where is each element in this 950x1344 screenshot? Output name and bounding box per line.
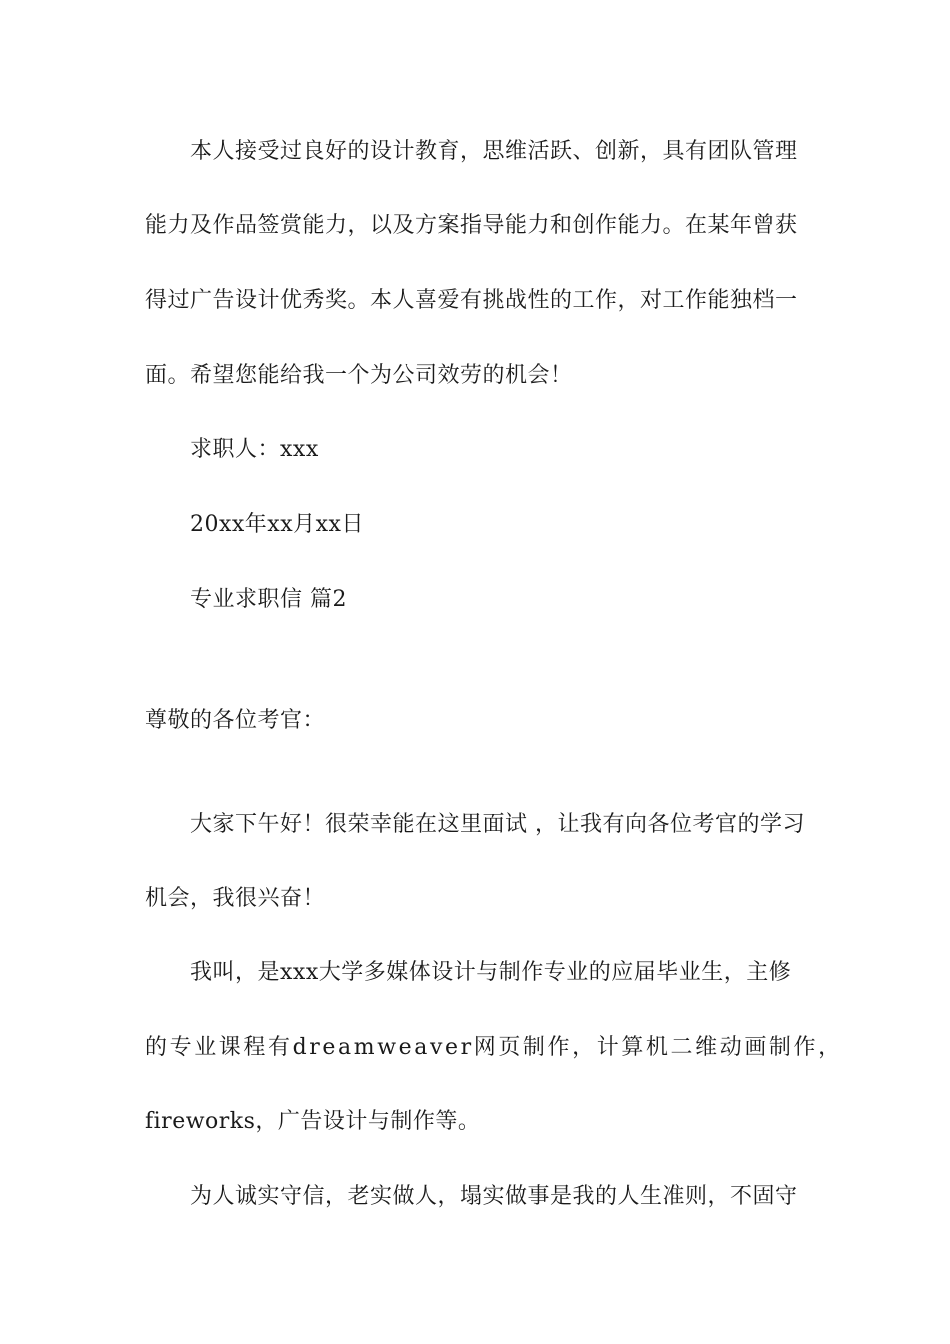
paragraph3-line3: fireworks，广告设计与制作等。 xyxy=(145,1109,481,1134)
paragraph3-line2: 的专业课程有dreamweaver网页制作，计算机二维动画制作， xyxy=(145,1035,843,1060)
date: 20xx年xx月xx日 xyxy=(190,512,364,537)
salutation: 尊敬的各位考官： xyxy=(145,708,326,733)
paragraph3-line1: 我叫，是xxx大学多媒体设计与制作专业的应届毕业生，主修 xyxy=(190,960,792,985)
paragraph2-line2: 机会，我很兴奋！ xyxy=(145,886,326,911)
signature: 求职人：xxx xyxy=(190,437,319,462)
paragraph1-line3: 得过广告设计优秀奖。本人喜爱有挑战性的工作，对工作能独档一 xyxy=(145,288,798,313)
paragraph4-line1: 为人诚实守信，老实做人，塌实做事是我的人生准则，不固守 xyxy=(190,1184,798,1209)
paragraph1-line2: 能力及作品签赏能力，以及方案指导能力和创作能力。在某年曾获 xyxy=(145,213,798,238)
paragraph2-line1: 大家下午好！很荣幸能在这里面试 ，让我有向各位考官的学习 xyxy=(190,812,805,837)
paragraph1-line1: 本人接受过良好的设计教育，思维活跃、创新，具有团队管理 xyxy=(190,139,798,164)
paragraph1-line4: 面。希望您能给我一个为公司效劳的机会！ xyxy=(145,363,573,388)
section-title: 专业求职信 篇2 xyxy=(190,587,347,612)
